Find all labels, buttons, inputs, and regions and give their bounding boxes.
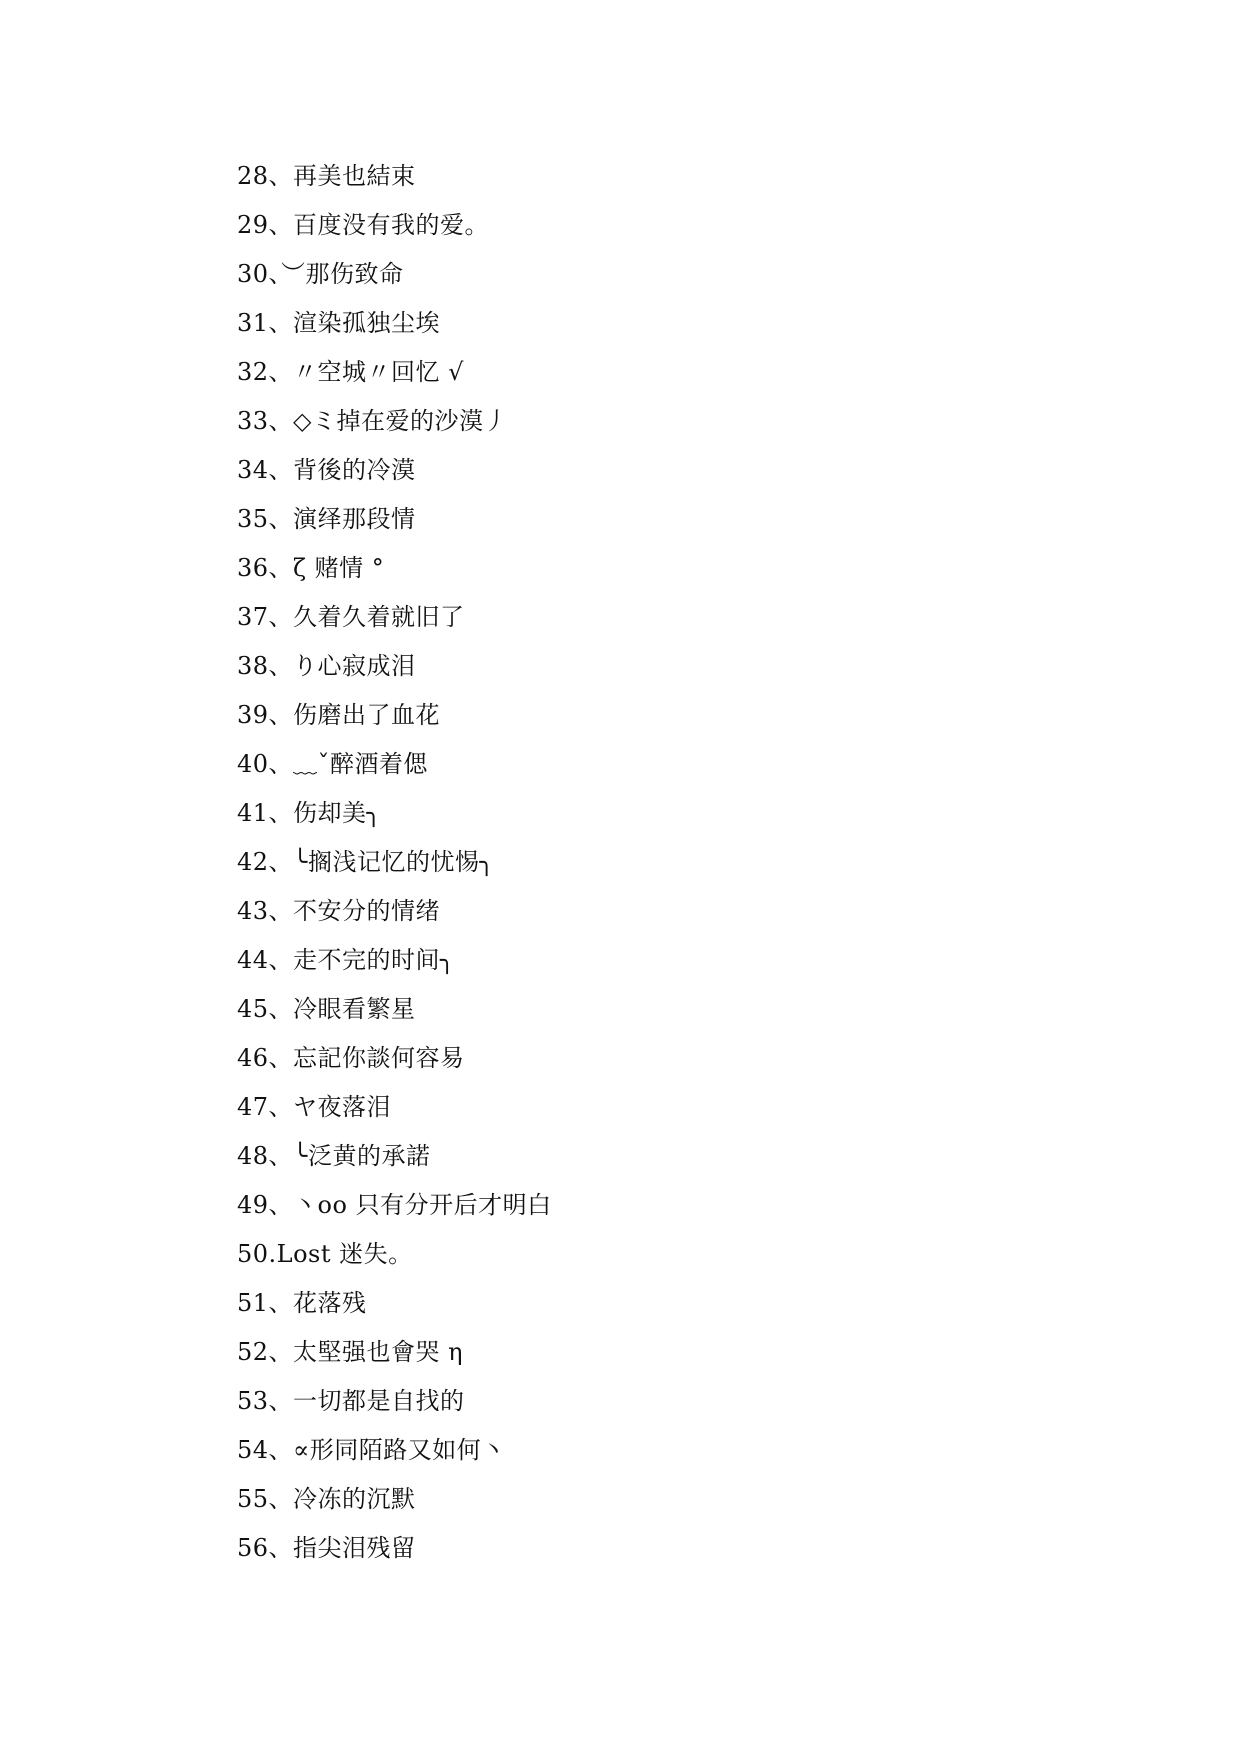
list-item: 46、忘記你談何容易 xyxy=(237,1044,465,1072)
list-item: 53、一切都是自找的 xyxy=(237,1387,465,1415)
list-item: 40、﹏ˇ醉酒着偲 xyxy=(237,750,429,778)
list-item: 29、百度没有我的爱。 xyxy=(237,211,490,239)
list-item: 38、り心寂成泪 xyxy=(237,652,416,680)
list-item: 54、∝形同陌路又如何丶 xyxy=(237,1436,506,1464)
list-item: 42、╰搁浅记忆的忧惕╮ xyxy=(237,848,495,876)
list-item: 45、冷眼看繁星 xyxy=(237,995,416,1023)
list-item: 33、◇ミ掉在爱的沙漠丿 xyxy=(237,407,508,435)
list-item: 30、︶那伤致命 xyxy=(237,260,404,288)
list-item: 39、伤磨出了血花 xyxy=(237,701,441,729)
list-item: 36、ζ 赌情 ° xyxy=(237,554,385,582)
list-item: 48、╰泛黄的承諾 xyxy=(237,1142,431,1170)
text-list xyxy=(237,152,552,1573)
list-item: 32、〃空城〃回忆 √ xyxy=(237,358,464,386)
list-item: 50.Lost 迷失。 xyxy=(237,1240,413,1268)
list-item: 43、不安分的情绪 xyxy=(237,897,441,925)
list-item: 35、演绎那段情 xyxy=(237,505,416,533)
list-item: 55、冷冻的沉默 xyxy=(237,1485,416,1513)
list-item: 44、走不完的时间╮ xyxy=(237,946,455,974)
list-item: 37、久着久着就旧了 xyxy=(237,603,465,631)
list-item: 47、ヤ夜落泪 xyxy=(237,1093,392,1121)
list-item: 49、丶oo 只有分开后才明白 xyxy=(237,1191,552,1219)
list-item: 56、指尖泪残留 xyxy=(237,1534,416,1562)
list-item: 34、背後的冷漠 xyxy=(237,456,416,484)
list-item: 31、渲染孤独尘埃 xyxy=(237,309,441,337)
list-item: 52、太堅强也會哭 η xyxy=(237,1338,464,1366)
list-item: 41、伤却美╮ xyxy=(237,799,382,827)
list-item: 28、再美也結束 xyxy=(237,162,416,190)
list-item: 51、花落残 xyxy=(237,1289,367,1317)
